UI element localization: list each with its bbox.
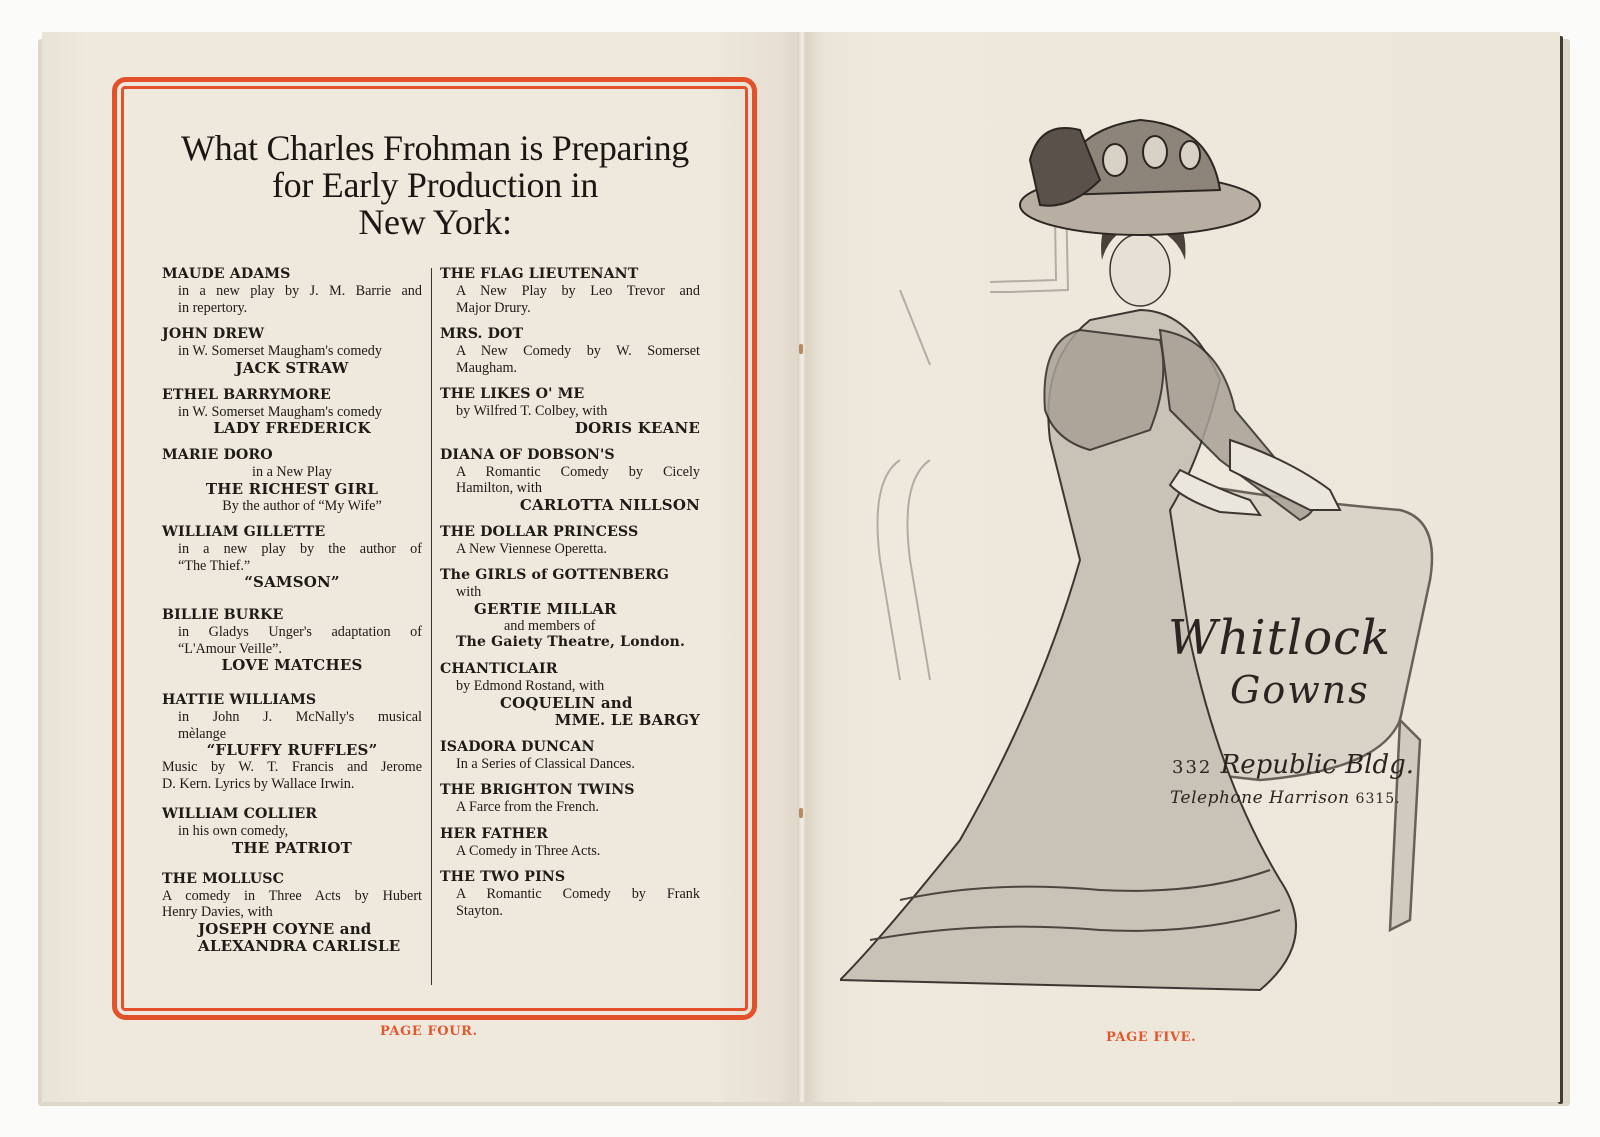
entry-text: A Farce from the French. [456,799,600,815]
entry-heading: DIANA OF DOBSON'S [440,446,615,463]
ad-address [1172,750,1414,780]
entry-text: A Romantic Comedy by Frank [456,886,700,902]
production-entry [440,447,700,514]
page-number-four: PAGE FOUR. [380,1024,478,1039]
entry-text: Hamilton, with [456,480,542,496]
productions-column-right [440,266,700,929]
entry-text: “L'Amour Veille”. [178,640,282,657]
production-entry [440,386,700,437]
entry-cast: GERTIE MILLAR [474,599,617,618]
fashion-illustration [840,80,1480,1000]
entry-text: in a New Play [252,464,332,480]
production-entry [162,806,422,857]
entry-text: in John J. McNally's musical [178,709,422,725]
production-entry [162,871,422,955]
entry-heading: HATTIE WILLIAMS [162,692,317,708]
entry-heading: THE LIKES O' ME [440,386,585,402]
title-line: What Charles Frohman is Preparing [181,128,689,168]
ad-phone [1170,788,1401,808]
page-number-five: PAGE FIVE. [1106,1030,1197,1045]
entry-play-title: THE RICHEST GIRL [205,479,379,498]
entry-text: in W. Somerset Maugham's comedy [178,403,382,420]
column-divider [431,268,432,985]
entry-text: in a new play by J. M. Barrie and [178,283,422,299]
center-gutter [798,32,806,1102]
entry-heading: THE FLAG LIEUTENANT [440,266,639,282]
entry-heading: WILLIAM COLLIER [162,806,318,822]
entry-text: in W. Somerset Maugham's comedy [178,343,382,359]
production-entry [440,524,700,558]
entry-text: with [456,584,482,600]
entry-cast: ALEXANDRA CARLISLE [198,936,401,955]
production-entry [162,524,422,591]
entry-cast: CARLOTTA NILLSON [519,495,700,514]
entry-heading: HER FATHER [440,825,548,842]
production-entry [440,826,700,860]
entry-heading: The GIRLS of GOTTENBERG [440,567,669,583]
entry-heading: ETHEL BARRYMORE [162,386,331,403]
production-entry [162,326,422,377]
entry-text: D. Kern. Lyrics by Wallace Irwin. [162,775,355,792]
production-entry [440,567,700,651]
entry-play-title: “SAMSON” [244,573,340,591]
entry-cast: The Gaiety Theatre, London. [456,634,686,650]
ad-address-number: 332 [1172,757,1213,778]
entry-text: and members of [504,617,596,634]
entry-text: in his own comedy, [178,823,289,839]
production-entry [440,782,700,816]
entry-heading: MRS. DOT [440,326,524,342]
entry-cast: COQUELIN and [500,693,633,712]
entry-heading: THE MOLLUSC [162,870,284,887]
entry-play-title: LADY FREDERICK [213,419,371,437]
production-entry [440,739,700,773]
production-entry [162,447,422,514]
entry-heading: MARIE DORO [162,447,273,463]
entry-text: Music by W. T. Francis and Jerome [162,759,422,775]
ad-phone-label: Telephone Harrison [1170,788,1350,808]
entry-text: A Comedy in Three Acts. [456,842,601,859]
entry-cast: JOSEPH COYNE and [198,919,372,938]
entry-heading: MAUDE ADAMS [162,266,291,282]
ad-brand-name: Whitlock [1168,610,1392,666]
entry-text: By the author of “My Wife” [222,497,382,514]
title-line: for Early Production in [271,165,599,205]
production-entry [440,869,700,919]
entry-text: Maugham. [456,359,518,376]
production-entry [162,692,422,792]
entry-text: Henry Davies, with [162,904,273,920]
entry-play-title: LOVE MATCHES [221,656,363,674]
entry-text: in a new play by the author of [178,541,422,557]
entry-text: A Romantic Comedy by Cicely [456,463,700,480]
entry-cast: DORIS KEANE [574,418,700,437]
entry-text: A comedy in Three Acts by Hubert [162,887,422,904]
entry-text: A New Viennese Operetta. [456,540,607,557]
entry-heading: CHANTICLAIR [440,661,558,677]
entry-play-title: JACK STRAW [235,358,349,377]
production-entry [162,387,422,438]
entry-text: Stayton. [456,902,503,919]
entry-text: in Gladys Unger's adaptation of [178,624,422,640]
production-entry [440,326,700,376]
title-line: New York: [358,202,512,242]
ad-address-text: Republic Bldg. [1220,750,1415,780]
entry-text: in repertory. [178,299,248,316]
ad-phone-number: 6315. [1355,791,1401,807]
entry-text: by Edmond Rostand, with [456,678,605,694]
staple-icon [799,808,803,818]
entry-text: Major Drury. [456,299,531,316]
entry-text: A New Comedy by W. Somerset [456,343,700,359]
production-entry [440,266,700,316]
entry-cast: MME. LE BARGY [554,710,700,729]
entry-text: In a Series of Classical Dances. [456,755,635,772]
entry-text: by Wilfred T. Colbey, with [456,403,608,419]
production-entry [162,266,422,316]
entry-text: “The Thief.” [178,557,251,574]
entry-heading: THE BRIGHTON TWINS [440,782,635,798]
entry-text: mèlange [178,725,227,742]
entry-heading: JOHN DREW [162,326,265,342]
ad-product: Gowns [1230,668,1370,712]
entry-heading: BILLIE BURKE [162,607,284,623]
production-entry [162,607,422,674]
entry-text: A New Play by Leo Trevor and [456,283,700,299]
page-title [140,130,730,241]
entry-heading: THE DOLLAR PRINCESS [440,523,639,540]
entry-heading: WILLIAM GILLETTE [162,524,326,540]
staple-icon [799,344,803,354]
productions-column-left [162,266,422,965]
entry-heading: ISADORA DUNCAN [440,738,595,755]
production-entry [440,661,700,729]
entry-play-title: THE PATRIOT [231,838,353,857]
entry-heading: THE TWO PINS [440,869,566,885]
entry-play-title: “FLUFFY RUFFLES” [206,741,378,759]
